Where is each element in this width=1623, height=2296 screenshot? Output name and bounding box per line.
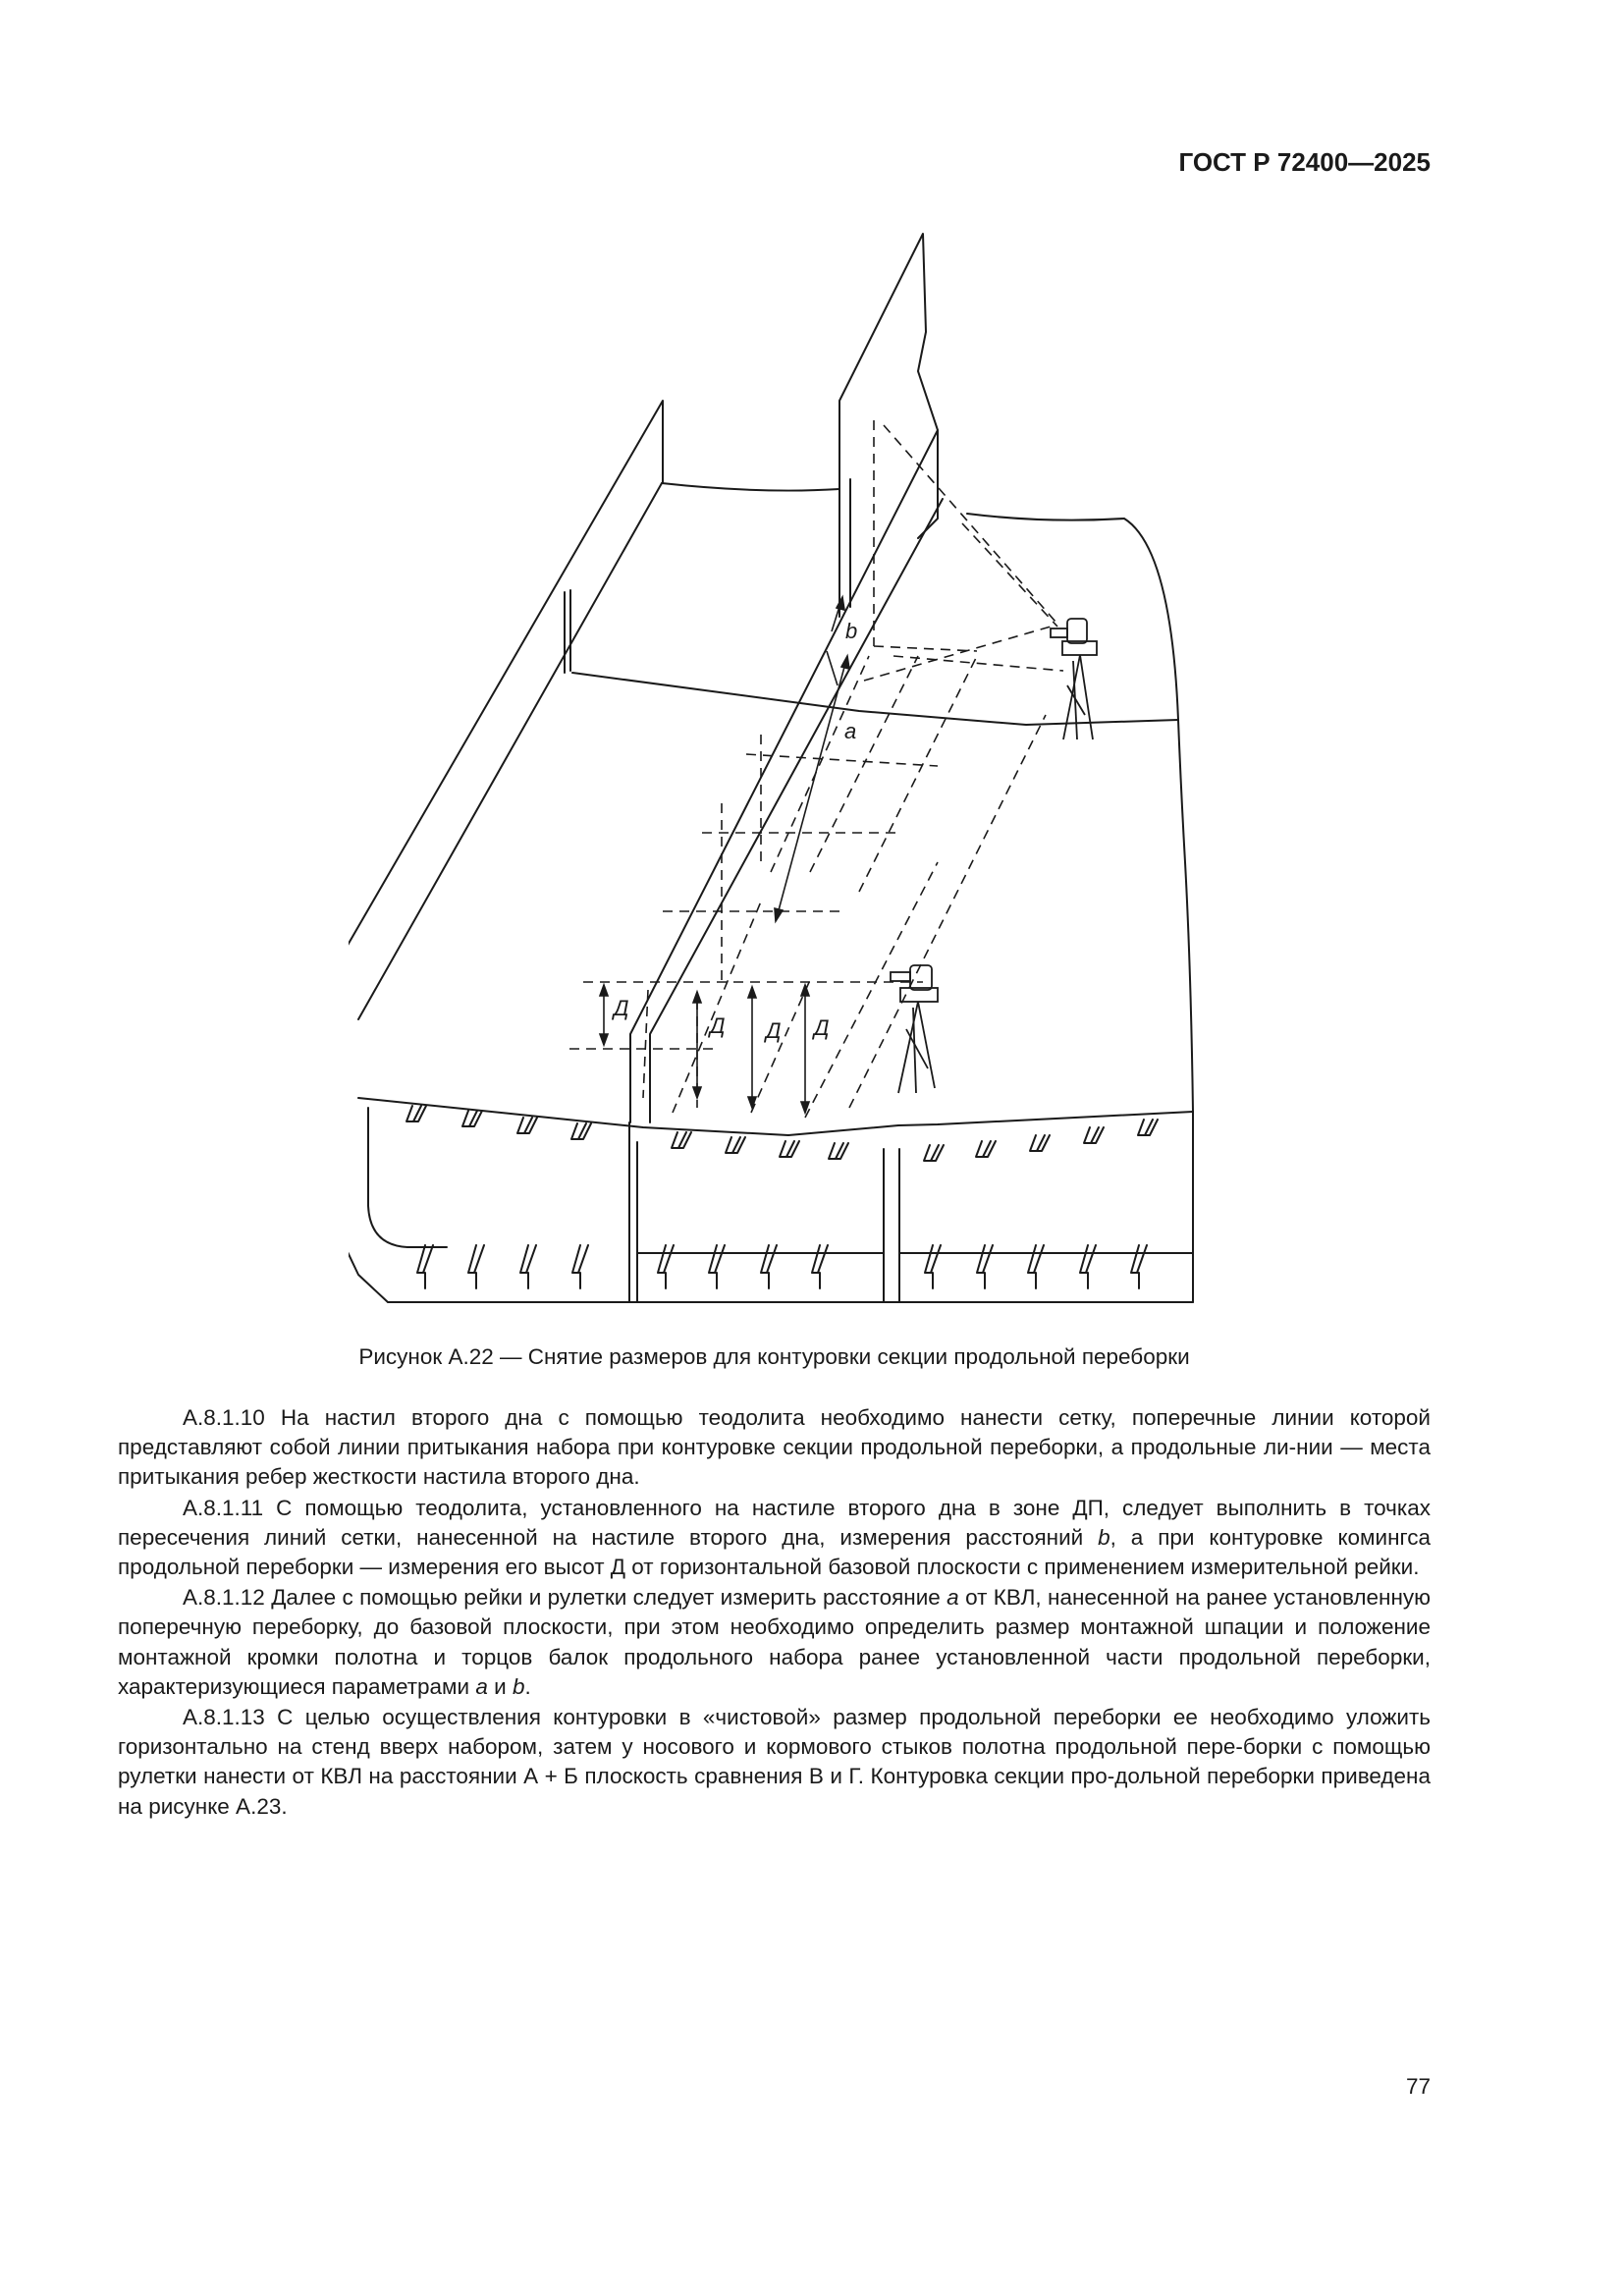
left-web-frame xyxy=(368,1108,447,1247)
bottom-longitudinals-lower xyxy=(417,1245,1147,1288)
left-wall-inner xyxy=(358,483,662,1019)
paragraph-text: А.8.1.13 С целью осуществления контуровки в «чистовой» размер продольной переборки ее необходимо уложить горизонтально на стенд вверх набором, затем у носового и кормового стыков полотна продольной пере-борки с помощью рулетки нанести от КВЛ на расстоянии А + Б плоскость сравнения В и Г. Контуровка секции про-дольной переборки приведена на рисунке А.23. xyxy=(118,1705,1431,1819)
paragraph-text: А.8.1.12 Далее с помощью рейки и рулетки следует измерить расстояние xyxy=(183,1585,947,1611)
bulkhead-top xyxy=(839,234,938,489)
paragraph-a-8-1-10 xyxy=(118,1403,1431,1493)
figure-caption: Рисунок А.22 — Снятие размеров для контуровки секции продольной переборки xyxy=(358,1344,1190,1369)
paragraph-a-8-1-12 xyxy=(118,1583,1431,1702)
paragraph-a-8-1-11 xyxy=(118,1494,1431,1583)
variable-b: b xyxy=(1098,1524,1110,1550)
label-d-3: Д xyxy=(766,1018,782,1043)
variable-a: a xyxy=(475,1673,488,1699)
label-d-1: Д xyxy=(614,996,629,1020)
body-text xyxy=(118,1403,1431,1823)
paragraph-text: и xyxy=(487,1673,513,1699)
paragraph-text: , а при контуровке комингса продольной переборки — измерения его высот Д от горизонтальной базовой плоскости с применением измерительной рейки. xyxy=(118,1524,1431,1580)
theodolite-middle xyxy=(891,965,938,1093)
tank-top-front-edge xyxy=(358,1098,1193,1135)
label-d-2: Д xyxy=(710,1013,726,1038)
variable-a: a xyxy=(947,1585,959,1611)
figure-a22-drawing xyxy=(349,224,1203,1312)
left-wall-outer xyxy=(349,401,663,1019)
paragraph-text: А.8.1.10 На настил второго дна с помощью теодолита необходимо нанести сетку, поперечные линии которой представляют собой линии притыкания набора при контуровке секции продольной переборки, а продольные ли-нии — места притыкания ребер жесткости настила второго дна. xyxy=(118,1405,1431,1490)
paragraph-text: А.8.1.11 С помощью теодолита, установленного на настиле второго дна в зоне ДП, следует выполнить в точках пересечения линий сетки, нанесенной на настиле второго дна, измерения расстояний xyxy=(118,1495,1431,1550)
label-a: a xyxy=(844,719,857,743)
document-header: ГОСТ Р 72400—2025 xyxy=(1178,147,1431,177)
theodolite-upper xyxy=(1051,619,1097,739)
page-number: 77 xyxy=(1405,2074,1431,2099)
paragraph-text: от КВЛ, нанесенной на ранее установленную поперечную переборку, до базовой плоскости, при этом необходимо определить размер монтажной шпации и положение монтажной кромки полотна и торцов балок продольного набора ранее установленной части продольной переборки, характеризующиеся параметрами xyxy=(118,1585,1431,1699)
label-d-4: Д xyxy=(814,1015,830,1040)
center-bulkhead xyxy=(630,430,938,1122)
left-side-shell xyxy=(349,1019,447,1302)
variable-b: b xyxy=(512,1673,525,1699)
paragraph-a-8-1-13 xyxy=(118,1703,1431,1822)
label-b: b xyxy=(845,619,858,643)
figure-svg xyxy=(349,224,1203,1312)
paragraph-text: . xyxy=(524,1673,531,1699)
